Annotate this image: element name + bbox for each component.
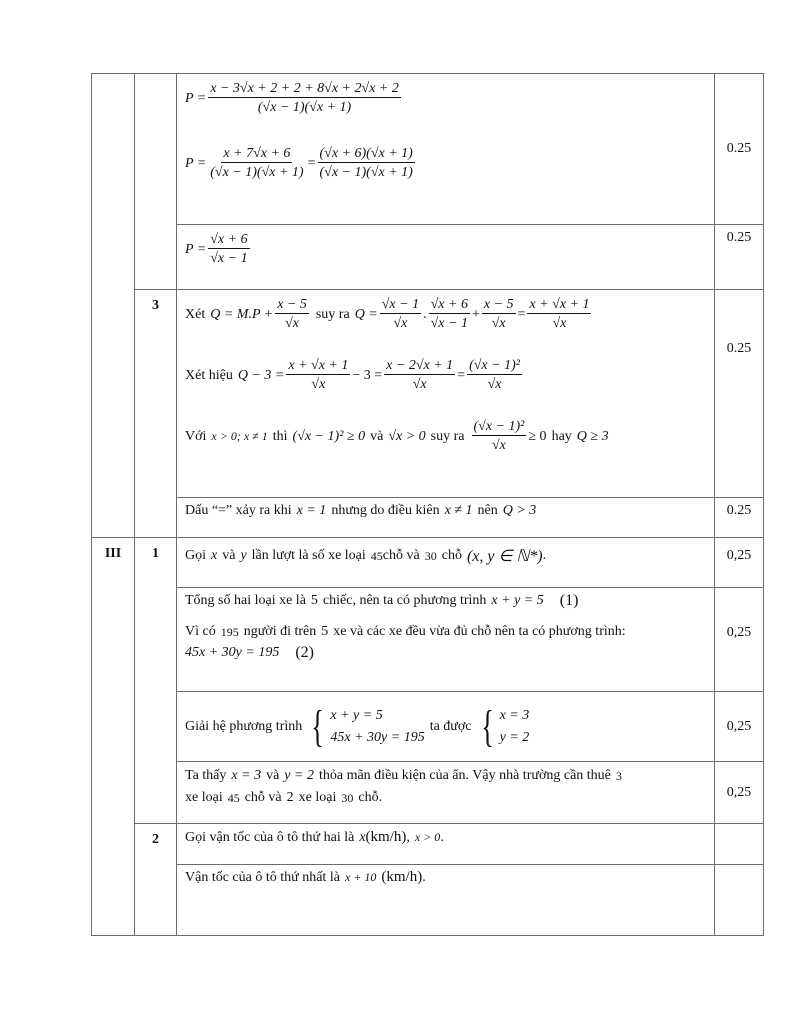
math-expr: x = 1: [296, 503, 327, 518]
math-line: [185, 80, 708, 117]
math-expr: x = 3: [231, 768, 262, 783]
text-line: [185, 829, 708, 846]
numerator: (√x + 6)(√x + 1): [319, 146, 413, 161]
math-expr: x ≠ 1: [444, 503, 473, 518]
equation-tag: (1): [559, 592, 579, 609]
denominator: √x: [491, 316, 506, 331]
denominator: √x: [311, 377, 326, 392]
denominator: (√x − 1)(√x + 1): [319, 165, 413, 180]
number: 195: [220, 624, 239, 639]
denominator: √x: [552, 316, 567, 331]
math-line: [185, 701, 708, 751]
numerator: x + √x + 1: [529, 297, 590, 312]
text: ,: [406, 829, 410, 845]
points-cell: 0.25: [715, 498, 764, 538]
text: thỏa mãn điều kiện của ẩn. Vậy nhà trường cần thuê: [318, 768, 611, 783]
section-label: III: [92, 538, 135, 936]
text-line: [185, 869, 708, 886]
text: nên: [477, 503, 498, 518]
text: chỗ và: [244, 790, 282, 805]
numerator: x − 3√x + 2 + 2 + 8√x + 2√x + 2: [210, 81, 399, 96]
text: thì: [272, 428, 288, 444]
text: Tổng số hai loại xe là: [185, 593, 306, 608]
denominator: √x: [487, 377, 502, 392]
text: và: [370, 428, 384, 444]
numerator: (√x − 1)²: [473, 419, 525, 434]
text: Ta thấy: [185, 768, 227, 783]
fraction: [482, 296, 516, 333]
text: suy ra: [430, 428, 465, 444]
numerator: √x + 6: [430, 297, 468, 312]
fraction: [318, 145, 415, 182]
math-expr: P =: [185, 155, 207, 171]
text-line: [185, 644, 708, 662]
denominator: √x: [491, 438, 506, 453]
part-cell: [135, 74, 177, 290]
numerator: x − 2√x + 1: [386, 358, 454, 373]
text: lần lượt là số xe loại: [251, 548, 366, 563]
text: chỗ: [441, 548, 462, 563]
table-row: [92, 225, 764, 290]
math-line: Xét hiệu Q − 3 = $\frac{x + √x + 1}{√x}$ − 3 = $\frac{x - 2√x + 1}{√x}$ = $\frac{\text{(√x − 1)²}}{√x}$: [185, 358, 520, 392]
part-label: 2: [135, 824, 177, 936]
denominator: √x: [412, 377, 427, 392]
numerator: x − 5: [277, 297, 307, 312]
text: suy ra: [315, 306, 350, 322]
fraction: [472, 418, 527, 455]
math-line: Xét Q = M.P + $\frac{x - 5}{√x}$ suy ra Q = $\frac{√x - 1}{√x}$ . $\frac{√x + 6}{√x - 1}$ + $\frac{x - 5}{√x}$ = $\frac{x + √x + 1}{√x}$: [185, 297, 590, 331]
equation: x = 3: [499, 707, 530, 723]
content-cell: [177, 538, 715, 588]
math-expr: Q − 3 =: [237, 367, 285, 383]
math-expr: x + y = 5: [491, 593, 544, 608]
text-line: [185, 768, 708, 784]
denominator: √x: [393, 316, 408, 331]
part-label: 1: [135, 538, 177, 824]
math-expr: ≥ 0: [528, 428, 547, 444]
table-row: [92, 538, 764, 588]
text: và: [266, 768, 280, 783]
math-expr: x: [359, 829, 366, 845]
numerator: x + √x + 1: [288, 358, 349, 373]
fraction: [384, 357, 455, 394]
points-cell: 0.25: [715, 74, 764, 225]
fraction: [380, 296, 421, 333]
numerator: (√x − 1)²: [469, 358, 520, 373]
text: nhưng do điều kiên: [331, 503, 440, 518]
math-expr: 45x + 30y = 195: [185, 645, 280, 660]
denominator: √x: [285, 316, 299, 331]
table-row: [92, 865, 764, 936]
table-row: [92, 824, 764, 865]
math-expr: − 3 =: [352, 367, 383, 383]
content-cell: [177, 824, 715, 865]
unit: (km/h): [365, 829, 407, 845]
table-row: [92, 498, 764, 538]
fraction: [286, 357, 350, 394]
math-expr: Q =: [354, 306, 378, 322]
text: Gọi vận tốc của ô tô thứ hai là: [185, 829, 355, 845]
unit: (km/h): [381, 869, 423, 885]
text-line: [185, 592, 708, 610]
numerator: √x + 6: [210, 232, 248, 247]
left-brace-icon: {: [311, 701, 325, 751]
math-expr: x > 0: [414, 830, 441, 844]
math-expr: Q = M.P +: [210, 306, 274, 322]
equation: x + y = 5: [330, 707, 383, 723]
fraction: [527, 296, 591, 333]
math-expr: x > 0; x ≠ 1: [211, 429, 268, 443]
text: .: [422, 869, 426, 885]
text: người đi trên: [243, 624, 317, 639]
math-line: [185, 418, 708, 455]
number: 5: [321, 624, 329, 639]
content-cell: [177, 290, 715, 498]
number: 45: [370, 548, 383, 563]
math-line: [185, 231, 708, 268]
math-expr: P =: [185, 90, 207, 106]
equation-system: [500, 705, 530, 749]
points-cell: 0,25: [715, 588, 764, 692]
content-cell: [177, 498, 715, 538]
number: 30: [341, 790, 354, 805]
text-line: [185, 546, 708, 566]
points-cell: 0,25: [715, 538, 764, 588]
text-line: [185, 790, 708, 806]
equation-tag: (2): [295, 644, 314, 661]
section-cell: [92, 74, 135, 538]
text: xe loại: [185, 790, 223, 805]
text: chỗ và: [382, 548, 420, 563]
number: 30: [424, 548, 437, 563]
numerator: x + 7√x + 6: [223, 146, 291, 161]
text-line: [185, 503, 708, 519]
points-cell: 0,25: [715, 692, 764, 762]
denominator: √x − 1: [210, 251, 248, 266]
points-cell: 0,25: [715, 762, 764, 824]
text: Vận tốc của ô tô thứ nhất là: [185, 869, 340, 885]
text: hay: [551, 428, 572, 444]
table-row: [92, 588, 764, 692]
answer-key-table: [91, 73, 764, 936]
number: 5: [310, 593, 318, 608]
number: 2: [286, 790, 294, 805]
denominator: (√x − 1)(√x + 1): [257, 100, 352, 115]
content-cell: [177, 692, 715, 762]
number: 3: [615, 768, 622, 783]
text: Với: [185, 428, 207, 444]
fraction: [429, 296, 470, 333]
math-expr: (√x − 1)² ≥ 0: [292, 428, 366, 444]
text: chỗ.: [358, 790, 383, 805]
text-line: [185, 624, 708, 640]
math-expr: P =: [185, 241, 207, 257]
equation: 45x + 30y = 195: [330, 729, 425, 745]
numerator: √x − 1: [381, 297, 420, 312]
table-row: [92, 290, 764, 498]
numerator: x − 5: [483, 297, 514, 312]
text: Xét hiệu: [185, 367, 233, 383]
points-cell: 0.25: [715, 225, 764, 290]
part-label: 3: [135, 290, 177, 538]
content-cell: [177, 762, 715, 824]
text: Gọi: [185, 548, 206, 563]
text: ta được: [429, 718, 472, 734]
text: chiếc, nên ta có phương trình: [322, 593, 487, 608]
table-row: [92, 74, 764, 225]
left-brace-icon: {: [480, 701, 494, 751]
text: xe và các xe đều vừa đủ chỗ nên ta có phương trình:: [333, 624, 626, 639]
number: 45: [227, 790, 240, 805]
math-expr: Q ≥ 3: [576, 428, 609, 444]
math-expr: x: [211, 548, 218, 563]
text: Xét: [185, 306, 206, 322]
points-cell: [715, 865, 764, 936]
content-cell: [177, 865, 715, 936]
content-cell: [177, 225, 715, 290]
text: và: [222, 548, 236, 563]
text: Dấu “=” xảy ra khi: [185, 503, 292, 518]
points-cell: 0.25: [715, 290, 764, 498]
math-expr: (x, y ∈ ℕ*): [466, 548, 543, 565]
math-expr: y: [240, 548, 247, 563]
fraction: [467, 357, 522, 394]
text: Vì có: [185, 624, 216, 639]
denominator: √x − 1: [430, 316, 468, 331]
math-expr: Q > 3: [502, 503, 537, 518]
equation: y = 2: [499, 729, 530, 745]
points-cell: [715, 824, 764, 865]
text: Giải hệ phương trình: [185, 718, 303, 734]
fraction: [208, 231, 249, 268]
fraction: [275, 296, 309, 333]
equation-system: [330, 705, 424, 749]
math-expr: √x > 0: [388, 428, 426, 444]
text: .: [542, 548, 547, 563]
table-row: [92, 762, 764, 824]
table-row: [92, 692, 764, 762]
fraction: [208, 145, 305, 182]
denominator: (√x − 1)(√x + 1): [210, 165, 304, 180]
content-cell: [177, 74, 715, 225]
content-cell: [177, 588, 715, 692]
math-expr: y = 2: [284, 768, 314, 783]
math-expr: x + 10: [344, 870, 377, 884]
text: xe loại: [298, 790, 337, 805]
fraction: [208, 80, 401, 117]
text: .: [440, 829, 444, 845]
math-line: P = $\frac{x + 7√x + 6}{(√x - 1)(√x + 1)}$ = $\frac{(√x + 6)(√x + 1)}{(√x - 1)(√x + 1)}$: [185, 146, 413, 180]
